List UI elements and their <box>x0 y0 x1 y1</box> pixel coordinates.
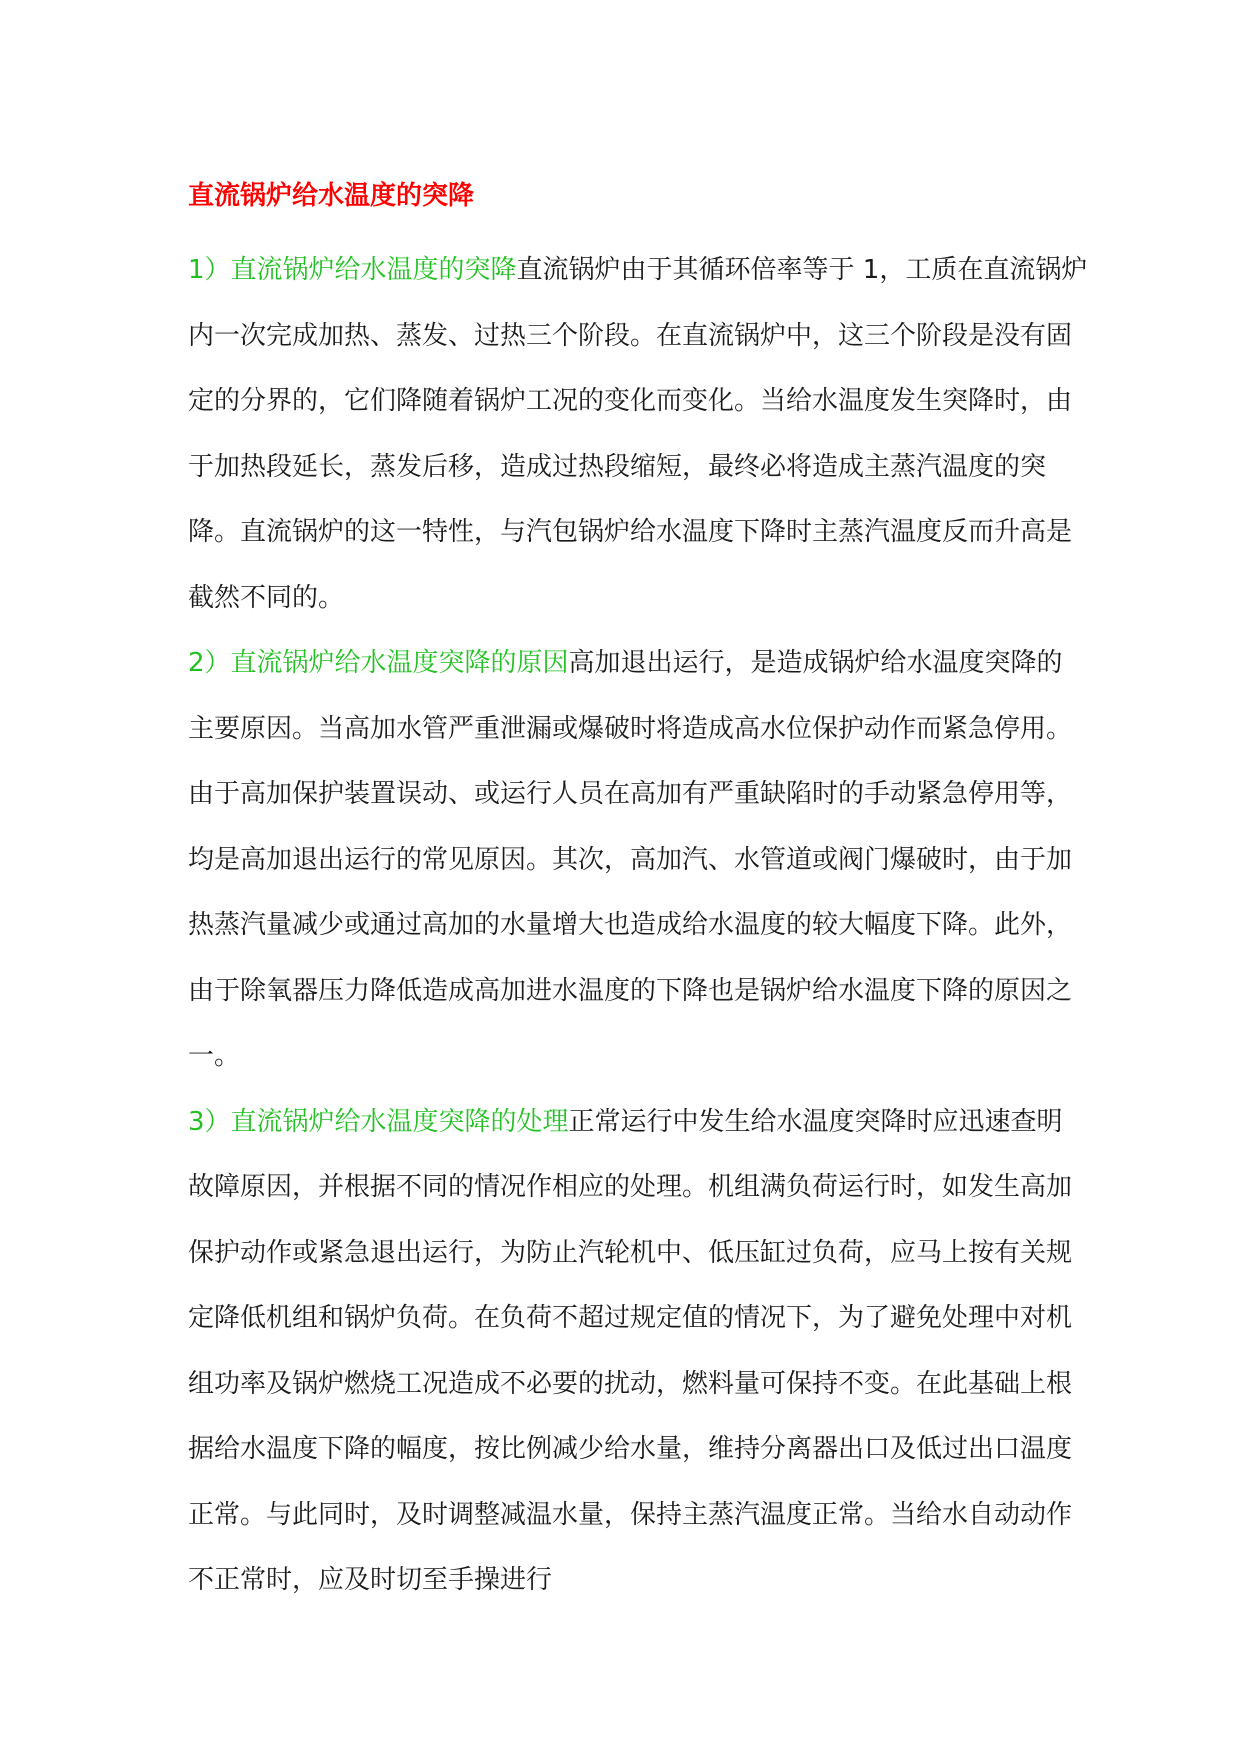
paragraph-2-text: 高加退出运行，是造成锅炉给水温度突降的主要原因。当高加水管严重泄漏或爆破时将造成高水位保护动作而紧急停用。由于高加保护装置误动、或运行人员在高加有严重缺陷时的手动紧急停用等，均是高加退出运行的常见原因。其次，高加汽、水管道或阀门爆破时，由于加热蒸汽量减少或通过高加的水量增大也造成给水温度的较大幅度下降。此外，由于除氧器压力降低造成高加进水温度的下降也是锅炉给水温度下降的原因之一。 <box>188 648 1073 1071</box>
document-page <box>188 176 1088 1614</box>
document-title: 直流锅炉给水温度的突降 <box>188 181 475 211</box>
paragraph-3 <box>188 1090 1088 1614</box>
paragraph-3-text: 正常运行中发生给水温度突降时应迅速查明故障原因，并根据不同的情况作相应的处理。机组满负荷运行时，如发生高加保护动作或紧急退出运行，为防止汽轮机中、低压缸过负荷，应马上按有关规定降低机组和锅炉负荷。在负荷不超过规定值的情况下，为了避免处理中对机组功率及锅炉燃烧工况造成不必要的扰动，燃料量可保持不变。在此基础上根据给水温度下降的幅度，按比例减少给水量，维持分离器出口及低过出口温度正常。与此同时，及时调整减温水量，保持主蒸汽温度正常。当给水自动动作不正常时，应及时切至手操进行 <box>188 1106 1073 1595</box>
paragraph-1-heading: 1）直流锅炉给水温度的突降 <box>188 255 517 285</box>
paragraph-3-heading: 3）直流锅炉给水温度突降的处理 <box>188 1106 569 1137</box>
paragraph-1 <box>188 238 1088 631</box>
paragraph-2 <box>188 631 1088 1090</box>
paragraph-2-heading: 2）直流锅炉给水温度突降的原因 <box>188 648 569 678</box>
paragraph-1-text: 直流锅炉由于其循环倍率等于 1，工质在直流锅炉内一次完成加热、蒸发、过热三个阶段。在直流锅炉中，这三个阶段是没有固定的分界的，它们降随着锅炉工况的变化而变化。当给水温度发生突降时，由于加热段延长，蒸发后移，造成过热段缩短，最终必将造成主蒸汽温度的突降。直流锅炉的这一特性，与汽包锅炉给水温度下降时主蒸汽温度反而升高是截然不同的。 <box>188 255 1088 613</box>
